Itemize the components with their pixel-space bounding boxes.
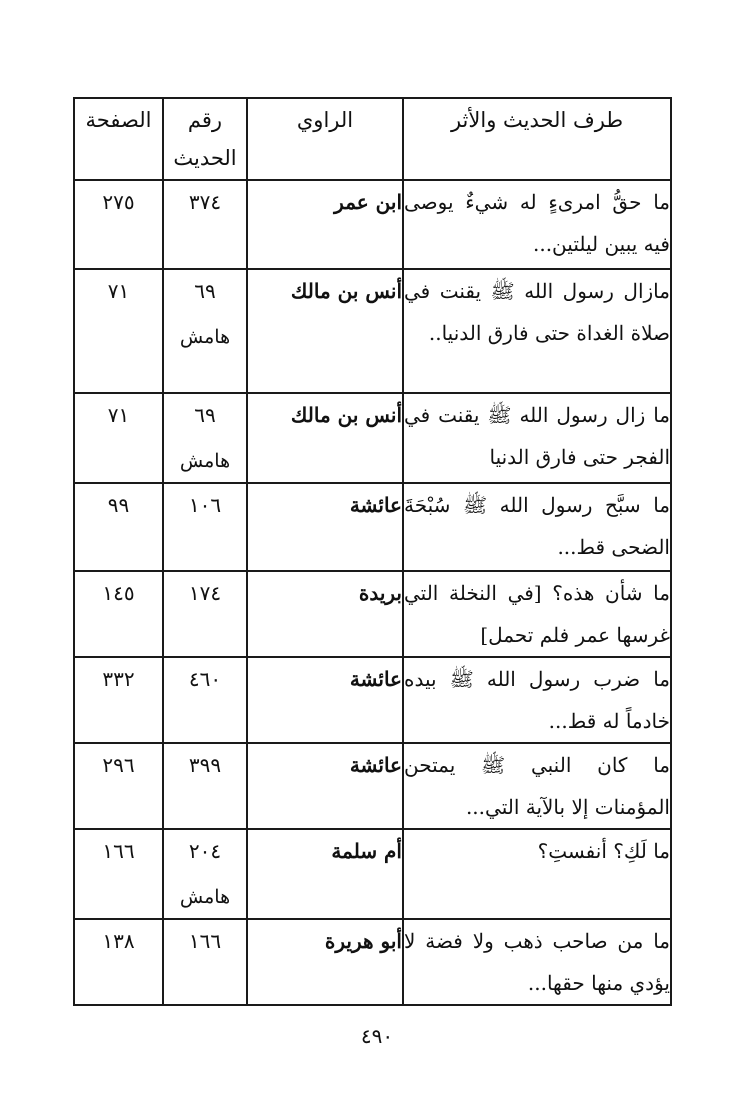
hadith-cell: مازال رسول الله ﷺ يقنت في صلاة الغداة حتى فارق الدنيا..	[403, 269, 671, 393]
hadith-cell: ما من صاحب ذهب ولا فضة لا يؤدي منها حقها...	[403, 919, 671, 1005]
narrator-cell: عائشة	[247, 657, 403, 743]
margin-note: هامش	[179, 450, 231, 472]
narrator-cell: أنس بن مالك	[247, 269, 403, 393]
page-cell: ٣٣٢	[74, 657, 163, 743]
page-cell: ٧١	[74, 269, 163, 393]
narrator-cell: بريدة	[247, 571, 403, 657]
narrator-cell: عائشة	[247, 743, 403, 829]
number-cell	[163, 269, 247, 393]
hadith-cell: ما لَكِ؟ أنفستِ؟	[403, 829, 671, 919]
narrator-cell: أم سلمة	[247, 829, 403, 919]
hadith-cell: ما شأن هذه؟ [في النخلة التي غرسها عمر فلم تحمل]	[403, 571, 671, 657]
number-cell	[163, 919, 247, 1005]
table-row	[74, 829, 671, 919]
hadith-cell: ما سبَّح رسول الله ﷺ سُبْحَةَ الضحى قط...	[403, 483, 671, 571]
hadith-index-table	[73, 97, 672, 1006]
number-cell	[163, 483, 247, 571]
hadith-cell: ما زال رسول الله ﷺ يقنت في الفجر حتى فارق الدنيا	[403, 393, 671, 483]
table-row	[74, 180, 671, 269]
page-cell: ٩٩	[74, 483, 163, 571]
table-row	[74, 919, 671, 1005]
table-row	[74, 483, 671, 571]
header-page: الصفحة	[74, 98, 163, 180]
number-cell	[163, 829, 247, 919]
page-cell: ٧١	[74, 393, 163, 483]
hadith-cell: ما كان النبي ﷺ يمتحن المؤمنات إلا بالآية التي...	[403, 743, 671, 829]
page-cell: ٢٧٥	[74, 180, 163, 269]
page-cell: ١٦٦	[74, 829, 163, 919]
page-number: ٤٩٠	[360, 1024, 394, 1048]
header-number: رقم الحديث	[163, 98, 247, 180]
table-row	[74, 393, 671, 483]
margin-note: هامش	[179, 326, 231, 348]
table-row	[74, 743, 671, 829]
table-row	[74, 657, 671, 743]
page-cell: ١٣٨	[74, 919, 163, 1005]
narrator-cell: أنس بن مالك	[247, 393, 403, 483]
page-cell: ١٤٥	[74, 571, 163, 657]
hadith-number: ١٠٦	[188, 493, 222, 517]
table-header-row	[74, 98, 671, 180]
hadith-number: ٦٩	[194, 403, 216, 427]
hadith-number: ١٦٦	[188, 929, 222, 953]
table-row	[74, 269, 671, 393]
header-hadith: طرف الحديث والأثر	[403, 98, 671, 180]
margin-note: هامش	[179, 886, 231, 908]
number-cell	[163, 571, 247, 657]
number-cell	[163, 743, 247, 829]
hadith-cell: ما حقُّ امرىءٍ له شيءٌ يوصى فيه يبين ليلتين...	[403, 180, 671, 269]
narrator-cell: ابن عمر	[247, 180, 403, 269]
narrator-cell: عائشة	[247, 483, 403, 571]
hadith-number: ٣٧٤	[188, 190, 222, 214]
number-cell	[163, 657, 247, 743]
hadith-cell: ما ضرب رسول الله ﷺ بيده خادماً له قط...	[403, 657, 671, 743]
page-cell: ٢٩٦	[74, 743, 163, 829]
number-cell	[163, 180, 247, 269]
hadith-number: ٢٠٤	[188, 839, 222, 863]
narrator-cell: أبو هريرة	[247, 919, 403, 1005]
hadith-number: ٤٦٠	[188, 667, 222, 691]
hadith-number: ٦٩	[194, 279, 216, 303]
hadith-number: ١٧٤	[188, 581, 222, 605]
hadith-number: ٣٩٩	[188, 753, 222, 777]
header-narrator: الراوي	[247, 98, 403, 180]
table-row	[74, 571, 671, 657]
number-cell	[163, 393, 247, 483]
